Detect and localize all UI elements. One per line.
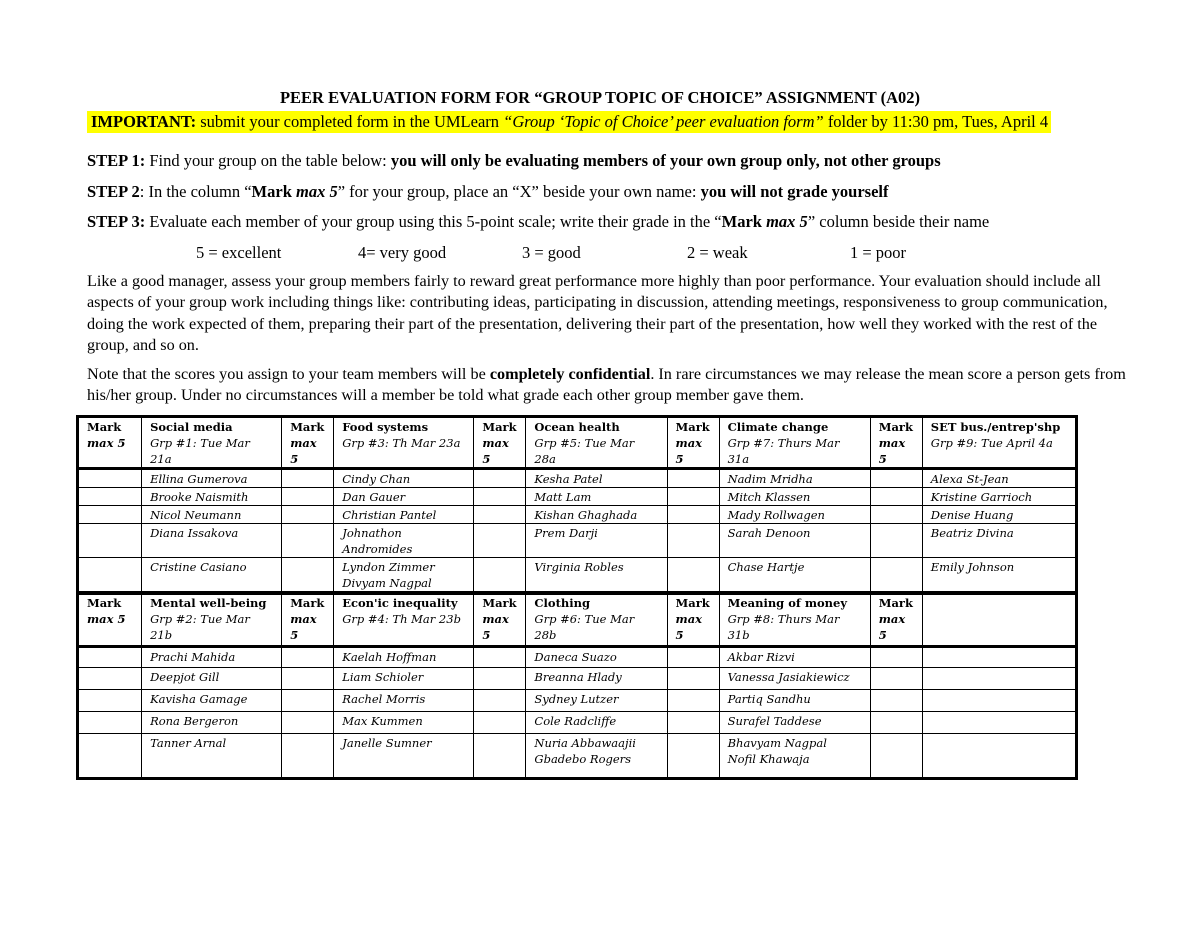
member-name: Denise Huang: [922, 506, 1076, 524]
member-name: Emily Johnson: [922, 558, 1076, 594]
table-row: [78, 712, 1077, 734]
group-header: Mental well-being Grp #2: Tue Mar 21b: [142, 593, 282, 647]
mark-cell[interactable]: [78, 506, 142, 524]
mark-cell[interactable]: [667, 524, 719, 558]
member-name: [922, 712, 1076, 734]
mark-cell[interactable]: [474, 647, 526, 668]
table-row: [78, 488, 1077, 506]
table-header-row: [78, 593, 1077, 647]
mark-cell[interactable]: [78, 668, 142, 690]
table-row: [78, 506, 1077, 524]
member-name: Nadim Mridha: [719, 469, 870, 488]
mark-header: Mark max 5: [870, 417, 922, 469]
mark-cell[interactable]: [667, 668, 719, 690]
confidentiality-bold: completely confidential: [489, 365, 651, 383]
mark-header: Mark max 5: [667, 593, 719, 647]
mark-header: Mark max 5: [667, 417, 719, 469]
mark-cell[interactable]: [667, 506, 719, 524]
member-name: Tanner Arnal: [142, 734, 282, 779]
step-3: [87, 212, 989, 232]
mark-cell[interactable]: [474, 668, 526, 690]
member-name: Breanna Hlady: [526, 668, 667, 690]
step-2-label: STEP 2: [87, 182, 140, 201]
important-folder: “Group ‘Topic of Choice’ peer evaluation form”: [503, 112, 824, 131]
mark-cell[interactable]: [870, 506, 922, 524]
member-name: Beatriz Divina: [922, 524, 1076, 558]
important-notice: [87, 111, 1051, 133]
step-3-text: Evaluate each member of your group using this 5-point scale; write their grade in the “: [145, 212, 722, 231]
member-name: Chase Hartje: [719, 558, 870, 594]
member-name: Janelle Sumner: [334, 734, 474, 779]
mark-cell[interactable]: [474, 690, 526, 712]
group-header: Econ'ic inequality Grp #4: Th Mar 23b: [334, 593, 474, 647]
mark-cell[interactable]: [282, 712, 334, 734]
group-header: Climate change Grp #7: Thurs Mar 31a: [719, 417, 870, 469]
confidentiality-text-2: . In rare circumstances we may release the mean score a person gets from his/her group. Under no circumstances will a member be told what grade each other group member gave them.: [87, 365, 1126, 405]
member-name: Ellina Gumerova: [142, 469, 282, 488]
step-2-max: max 5: [296, 182, 338, 201]
important-text: submit your completed form in the UMLearn: [196, 112, 504, 131]
evaluation-guidance: Like a good manager, assess your group members fairly to reward great performance more highly than poor performance. Your evaluation should include all aspects of your group work including things like: contributing ideas, participating in discussion, attending meetings, responsiveness to group communication, doing the work expected of them, preparing their part of the presentation, delivering their part of the presentation, how well they worked with the rest of the group, and so on.: [87, 272, 1108, 354]
member-name: Sydney Lutzer: [526, 690, 667, 712]
mark-cell[interactable]: [474, 488, 526, 506]
mark-cell[interactable]: [474, 712, 526, 734]
member-name: Dan Gauer: [334, 488, 474, 506]
mark-cell[interactable]: [282, 668, 334, 690]
group-table-2: [76, 591, 1078, 780]
mark-cell[interactable]: [282, 690, 334, 712]
mark-header: Mark max 5: [474, 417, 526, 469]
mark-cell[interactable]: [870, 469, 922, 488]
member-name: Sarah Denoon: [719, 524, 870, 558]
member-name: Virginia Robles: [526, 558, 667, 594]
group-header: Meaning of money Grp #8: Thurs Mar 31b: [719, 593, 870, 647]
mark-cell[interactable]: [474, 734, 526, 779]
mark-cell[interactable]: [870, 558, 922, 594]
table-row: [78, 734, 1077, 779]
mark-header: Mark max 5: [78, 593, 142, 647]
member-name: Deepjot Gill: [142, 668, 282, 690]
step-1: [87, 151, 941, 171]
mark-cell[interactable]: [282, 558, 334, 594]
mark-header: Mark max 5: [78, 417, 142, 469]
member-name: [922, 690, 1076, 712]
scale-5: 5 = excellent: [196, 243, 282, 262]
group-header: Ocean health Grp #5: Tue Mar 28a: [526, 417, 667, 469]
scale-4: 4= very good: [358, 243, 447, 262]
step-3-mark: Mark: [721, 212, 767, 231]
member-name: Lyndon Zimmer Divyam Nagpal: [334, 558, 474, 594]
mark-cell[interactable]: [667, 734, 719, 779]
table-row: [78, 647, 1077, 668]
confidentiality-note: [87, 364, 1127, 407]
mark-cell[interactable]: [667, 488, 719, 506]
mark-cell[interactable]: [667, 469, 719, 488]
step-1-label: STEP 1:: [87, 151, 146, 170]
mark-cell[interactable]: [667, 558, 719, 594]
mark-cell[interactable]: [78, 712, 142, 734]
mark-cell[interactable]: [78, 524, 142, 558]
mark-cell[interactable]: [474, 558, 526, 594]
step-3-label: STEP 3:: [87, 212, 146, 231]
member-name: Mitch Klassen: [719, 488, 870, 506]
mark-cell[interactable]: [282, 647, 334, 668]
group-header: SET bus./entrep'shp Grp #9: Tue April 4a: [922, 417, 1076, 469]
confidentiality-text: Note that the scores you assign to your team members will be: [87, 365, 490, 383]
member-name: [922, 647, 1076, 668]
member-name: Daneca Suazo: [526, 647, 667, 668]
mark-cell[interactable]: [667, 712, 719, 734]
table-row: [78, 668, 1077, 690]
mark-cell[interactable]: [282, 734, 334, 779]
member-name: Partiq Sandhu: [719, 690, 870, 712]
step-2-text: : In the column “: [139, 182, 252, 201]
table-row: [78, 524, 1077, 558]
mark-header: Mark max 5: [282, 417, 334, 469]
step-1-text: Find your group on the table below:: [145, 151, 391, 170]
mark-cell[interactable]: [78, 690, 142, 712]
member-name: Akbar Rizvi: [719, 647, 870, 668]
important-label: IMPORTANT:: [91, 112, 197, 131]
mark-cell[interactable]: [474, 506, 526, 524]
member-name: Vanessa Jasiakiewicz: [719, 668, 870, 690]
step-2: [87, 182, 889, 202]
member-name: Rona Bergeron: [142, 712, 282, 734]
mark-cell[interactable]: [870, 690, 922, 712]
mark-cell[interactable]: [870, 734, 922, 779]
mark-cell[interactable]: [870, 668, 922, 690]
mark-cell[interactable]: [78, 558, 142, 594]
member-name: Rachel Morris: [334, 690, 474, 712]
member-name: Diana Issakova: [142, 524, 282, 558]
mark-cell[interactable]: [870, 647, 922, 668]
member-name: Kishan Ghaghada: [526, 506, 667, 524]
mark-cell[interactable]: [282, 524, 334, 558]
member-name: Surafel Taddese: [719, 712, 870, 734]
mark-cell[interactable]: [667, 647, 719, 668]
mark-cell[interactable]: [78, 488, 142, 506]
group-header: Clothing Grp #6: Tue Mar 28b: [526, 593, 667, 647]
member-name: Nicol Neumann: [142, 506, 282, 524]
step-3-text-2: ” column beside their name: [807, 212, 990, 231]
page-title: PEER EVALUATION FORM FOR “GROUP TOPIC OF CHOICE” ASSIGNMENT (A02): [279, 88, 921, 107]
member-name: Liam Schioler: [334, 668, 474, 690]
scale-1: 1 = poor: [850, 243, 907, 262]
member-name: Cole Radcliffe: [526, 712, 667, 734]
scale-3: 3 = good: [522, 243, 581, 262]
step-1-bold: you will only be evaluating members of your own group only, not other groups: [390, 151, 941, 170]
member-name: Cindy Chan: [334, 469, 474, 488]
mark-header: Mark max 5: [474, 593, 526, 647]
mark-cell[interactable]: [870, 524, 922, 558]
member-name: Kavisha Gamage: [142, 690, 282, 712]
mark-cell[interactable]: [282, 488, 334, 506]
step-3-max: max 5: [766, 212, 808, 231]
member-name: Nuria Abbawaajii Gbadebo Rogers: [526, 734, 667, 779]
mark-cell[interactable]: [282, 469, 334, 488]
mark-cell[interactable]: [78, 734, 142, 779]
mark-cell[interactable]: [870, 488, 922, 506]
table-row: [78, 469, 1077, 488]
member-name: Kristine Garrioch: [922, 488, 1076, 506]
mark-cell[interactable]: [78, 647, 142, 668]
step-2-bold: you will not grade yourself: [700, 182, 889, 201]
mark-header: Mark max 5: [282, 593, 334, 647]
group-header: Social media Grp #1: Tue Mar 21a: [142, 417, 282, 469]
member-name: Cristine Casiano: [142, 558, 282, 594]
member-name: Alexa St-Jean: [922, 469, 1076, 488]
table-header-row: [78, 417, 1077, 469]
member-name: [922, 734, 1076, 779]
mark-header: Mark max 5: [870, 593, 922, 647]
group-table-1: [76, 415, 1078, 595]
step-2-text-2: ” for your group, place an “X” beside your own name:: [337, 182, 701, 201]
table-row: [78, 558, 1077, 594]
member-name: Max Kummen: [334, 712, 474, 734]
scale-2: 2 = weak: [687, 243, 748, 262]
mark-cell[interactable]: [667, 690, 719, 712]
member-name: Prachi Mahida: [142, 647, 282, 668]
mark-cell[interactable]: [474, 469, 526, 488]
member-name: Johnathon Andromides: [334, 524, 474, 558]
empty-group-header: [922, 593, 1076, 647]
member-name: Mady Rollwagen: [719, 506, 870, 524]
member-name: Kesha Patel: [526, 469, 667, 488]
member-name: Bhavyam Nagpal Nofil Khawaja: [719, 734, 870, 779]
member-name: Matt Lam: [526, 488, 667, 506]
mark-cell[interactable]: [282, 506, 334, 524]
group-header: Food systems Grp #3: Th Mar 23a: [334, 417, 474, 469]
step-2-mark: Mark: [251, 182, 296, 201]
member-name: Brooke Naismith: [142, 488, 282, 506]
mark-cell[interactable]: [870, 712, 922, 734]
table-row: [78, 690, 1077, 712]
member-name: Prem Darji: [526, 524, 667, 558]
member-name: Kaelah Hoffman: [334, 647, 474, 668]
important-deadline: folder by 11:30 pm, Tues, April 4: [823, 112, 1049, 131]
mark-cell[interactable]: [474, 524, 526, 558]
mark-cell[interactable]: [78, 469, 142, 488]
member-name: Christian Pantel: [334, 506, 474, 524]
member-name: [922, 668, 1076, 690]
